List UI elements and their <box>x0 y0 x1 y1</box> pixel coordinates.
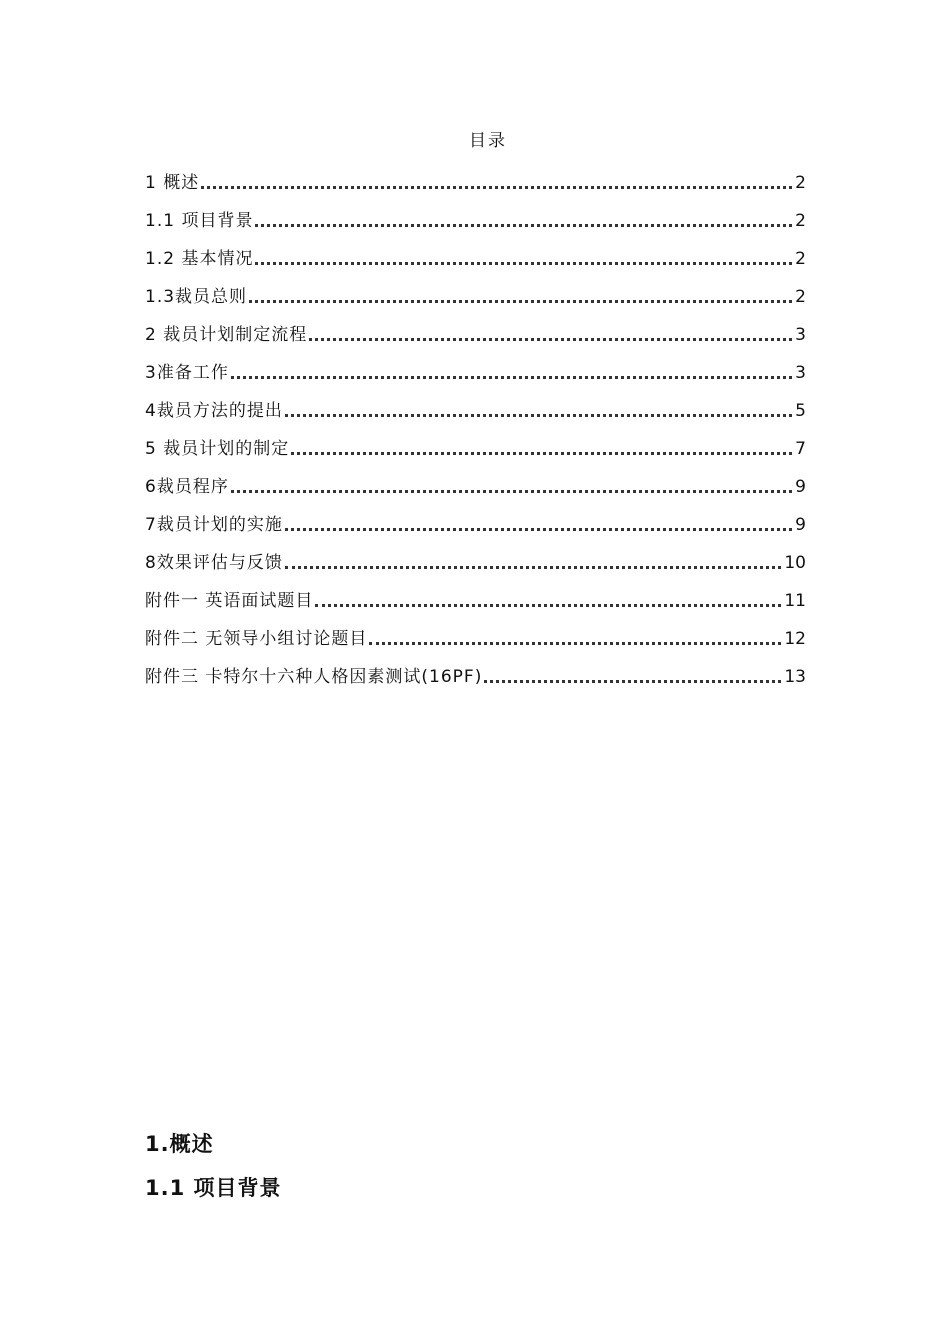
toc-entry-page: 9 <box>795 477 806 497</box>
toc-entry-page: 13 <box>784 667 806 687</box>
toc-entry[interactable] <box>145 311 806 349</box>
toc-entry-label: 1.3裁员总则 <box>145 287 248 307</box>
toc-entry-label: 6裁员程序 <box>145 477 229 497</box>
toc-entry-label: 附件三 卡特尔十六种人格因素测试(16PF) <box>145 667 483 687</box>
toc-dot-leader <box>249 300 792 303</box>
toc-entry-page: 2 <box>795 173 806 193</box>
toc-entry[interactable] <box>145 235 806 273</box>
toc-title: 目录 <box>469 131 507 151</box>
toc-dot-leader <box>255 262 792 265</box>
toc-dot-leader <box>255 224 792 227</box>
toc-entry[interactable] <box>145 501 806 539</box>
toc-dot-leader <box>484 680 781 683</box>
toc-entry[interactable] <box>145 273 806 311</box>
toc-entry-page: 9 <box>795 515 806 535</box>
toc-entry-page: 3 <box>795 325 806 345</box>
toc-entry-label: 7裁员计划的实施 <box>145 515 283 535</box>
toc-entry-page: 7 <box>795 439 806 459</box>
toc-dot-leader <box>291 452 792 455</box>
toc-entry-label: 2 裁员计划制定流程 <box>145 325 308 345</box>
toc-dot-leader <box>309 338 792 341</box>
toc-entry-page: 2 <box>795 249 806 269</box>
toc-entry[interactable] <box>145 615 806 653</box>
toc-entry-label: 1.1 项目背景 <box>145 211 254 231</box>
toc-entry-label: 8效果评估与反馈 <box>145 553 283 573</box>
toc-dot-leader <box>201 186 792 189</box>
toc-dot-leader <box>369 642 781 645</box>
toc-entry-label: 5 裁员计划的制定 <box>145 439 290 459</box>
toc-entry-label: 1 概述 <box>145 173 200 193</box>
toc-entry-label: 附件一 英语面试题目 <box>145 591 314 611</box>
toc-entry-page: 11 <box>784 591 806 611</box>
subsection-heading: 1.1 项目背景 <box>145 1176 282 1200</box>
toc-dot-leader <box>285 528 792 531</box>
toc-entry-page: 12 <box>784 629 806 649</box>
toc-entry[interactable] <box>145 577 806 615</box>
toc-entry[interactable] <box>145 387 806 425</box>
toc-entry[interactable] <box>145 159 806 197</box>
section-heading: 1.概述 <box>145 1132 214 1156</box>
toc-entry[interactable] <box>145 349 806 387</box>
toc-entry[interactable] <box>145 463 806 501</box>
toc-dot-leader <box>285 414 792 417</box>
toc-entry-label: 3准备工作 <box>145 363 229 383</box>
toc-entry-label: 4裁员方法的提出 <box>145 401 283 421</box>
table-of-contents <box>145 159 806 691</box>
toc-entry[interactable] <box>145 425 806 463</box>
toc-dot-leader <box>315 604 781 607</box>
toc-entry-label: 附件二 无领导小组讨论题目 <box>145 629 368 649</box>
toc-dot-leader <box>231 376 792 379</box>
toc-entry-page: 3 <box>795 363 806 383</box>
toc-entry[interactable] <box>145 653 806 691</box>
toc-dot-leader <box>231 490 792 493</box>
toc-entry-label: 1.2 基本情况 <box>145 249 254 269</box>
toc-entry[interactable] <box>145 197 806 235</box>
toc-entry[interactable] <box>145 539 806 577</box>
toc-entry-page: 2 <box>795 287 806 307</box>
toc-entry-page: 10 <box>784 553 806 573</box>
toc-entry-page: 2 <box>795 211 806 231</box>
toc-entry-page: 5 <box>795 401 806 421</box>
toc-dot-leader <box>285 566 782 569</box>
